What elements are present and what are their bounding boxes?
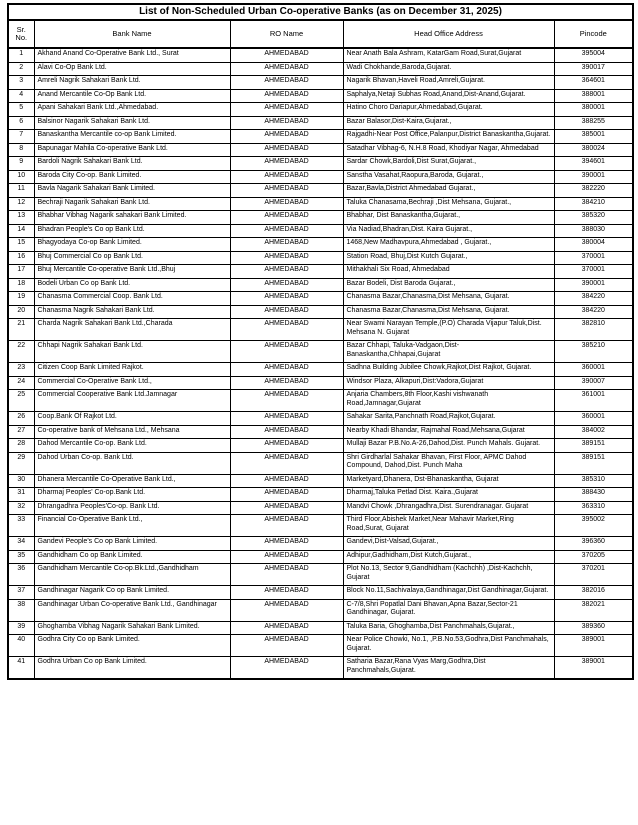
bank-name-cell: Bechraji Nagarik Sahakari Bank Ltd.: [34, 197, 230, 211]
ro-name-cell: AHMEDABAD: [230, 103, 343, 117]
sr-no-cell: 32: [8, 501, 34, 515]
sr-no-cell: 1: [8, 48, 34, 62]
sr-no-cell: 15: [8, 238, 34, 252]
ro-name-cell: AHMEDABAD: [230, 211, 343, 225]
pincode-cell: 385310: [554, 474, 633, 488]
pincode-cell: 360001: [554, 412, 633, 426]
bank-name-cell: Coop.Bank Of Rajkot Ltd.: [34, 412, 230, 426]
bank-name-cell: Charda Nagrik Sahakari Bank Ltd.,Charada: [34, 319, 230, 341]
table-row: [8, 265, 633, 279]
bank-name-cell: Bhuj Mercantile Co-operative Bank Ltd.,Bhuj: [34, 265, 230, 279]
bank-name-cell: Bapunagar Mahila Co-operative Bank Ltd.: [34, 143, 230, 157]
head-office-address-cell: Chanasma Bazar,Chanasma,Dist Mehsana, Gujarat.: [343, 292, 554, 306]
bank-name-cell: Apani Sahakari Bank Ltd.,Ahmedabad.: [34, 103, 230, 117]
ro-name-cell: AHMEDABAD: [230, 184, 343, 198]
sr-no-cell: 33: [8, 515, 34, 537]
pincode-cell: 384002: [554, 425, 633, 439]
head-office-address-cell: Bazar,Bavla,District Ahmedabad Gujarat.,: [343, 184, 554, 198]
sr-no-cell: 10: [8, 170, 34, 184]
head-office-address-cell: 1468,New Madhavpura,Ahmedabad , Gujarat.,: [343, 238, 554, 252]
ro-name-cell: AHMEDABAD: [230, 488, 343, 502]
table-row: [8, 599, 633, 621]
sr-no-cell: 12: [8, 197, 34, 211]
ro-name-cell: AHMEDABAD: [230, 537, 343, 551]
ro-name-cell: AHMEDABAD: [230, 515, 343, 537]
table-row: [8, 425, 633, 439]
pincode-cell: 370205: [554, 550, 633, 564]
ro-name-cell: AHMEDABAD: [230, 376, 343, 390]
bank-list-table: [7, 3, 634, 680]
bank-name-cell: Bhabhar Vibhag Nagarik sahakari Bank Limited.: [34, 211, 230, 225]
ro-name-cell: AHMEDABAD: [230, 363, 343, 377]
bank-name-cell: Financial Co-Operative Bank Ltd.,: [34, 515, 230, 537]
ro-name-cell: AHMEDABAD: [230, 390, 343, 412]
head-office-address-cell: Dharmaj,Taluka Petlad Dist. Kaira.,Gujarat: [343, 488, 554, 502]
table-row: [8, 292, 633, 306]
table-row: [8, 224, 633, 238]
pincode-cell: 382220: [554, 184, 633, 198]
column-header-sr-no: Sr. No.: [8, 20, 34, 48]
pincode-cell: 389151: [554, 452, 633, 474]
pincode-cell: 395002: [554, 515, 633, 537]
table-row: [8, 363, 633, 377]
sr-no-cell: 11: [8, 184, 34, 198]
pincode-cell: 394601: [554, 157, 633, 171]
sr-no-cell: 9: [8, 157, 34, 171]
ro-name-cell: AHMEDABAD: [230, 501, 343, 515]
sr-no-cell: 20: [8, 305, 34, 319]
sr-no-cell: 13: [8, 211, 34, 225]
pincode-cell: 385210: [554, 341, 633, 363]
table-row: [8, 157, 633, 171]
ro-name-cell: AHMEDABAD: [230, 62, 343, 76]
table-row: [8, 170, 633, 184]
ro-name-cell: AHMEDABAD: [230, 224, 343, 238]
head-office-address-cell: Sanstha Vasahat,Raopura,Baroda, Gujarat.,: [343, 170, 554, 184]
sr-no-cell: 39: [8, 621, 34, 635]
bank-name-cell: Banaskantha Mercantile co-op Bank Limited.: [34, 130, 230, 144]
ro-name-cell: AHMEDABAD: [230, 635, 343, 657]
head-office-address-cell: Mullaji Bazar P.B.No.A-26,Dahod,Dist. Punch Mahals. Gujarat.: [343, 439, 554, 453]
pincode-cell: 388430: [554, 488, 633, 502]
sr-no-cell: 35: [8, 550, 34, 564]
sr-no-cell: 38: [8, 599, 34, 621]
ro-name-cell: AHMEDABAD: [230, 341, 343, 363]
bank-name-cell: Ghoghamba Vibhag Nagarik Sahakari Bank Limited.: [34, 621, 230, 635]
sr-no-cell: 22: [8, 341, 34, 363]
pincode-cell: 384210: [554, 197, 633, 211]
sr-no-cell: 17: [8, 265, 34, 279]
title-row: [8, 4, 633, 20]
ro-name-cell: AHMEDABAD: [230, 586, 343, 600]
ro-name-cell: AHMEDABAD: [230, 412, 343, 426]
head-office-address-cell: Bazar Bodeli, Dist Baroda Gujarat.,: [343, 278, 554, 292]
ro-name-cell: AHMEDABAD: [230, 170, 343, 184]
bank-name-cell: Gandhinagar Nagarik Co op Bank Limited.: [34, 586, 230, 600]
pincode-cell: 384220: [554, 292, 633, 306]
bank-name-cell: Dahod Mercantile Co-op. Bank Ltd.: [34, 439, 230, 453]
bank-name-cell: Chanasma Commercial Coop. Bank Ltd.: [34, 292, 230, 306]
bank-name-cell: Commercial Cooperative Bank Ltd.Jamnagar: [34, 390, 230, 412]
table-row: [8, 390, 633, 412]
column-header-head-office-address: Head Office Address: [343, 20, 554, 48]
column-header-ro-name: RO Name: [230, 20, 343, 48]
pincode-cell: 389151: [554, 439, 633, 453]
sr-no-cell: 14: [8, 224, 34, 238]
ro-name-cell: AHMEDABAD: [230, 599, 343, 621]
ro-name-cell: AHMEDABAD: [230, 116, 343, 130]
bank-name-cell: Balsinor Nagarik Sahakari Bank Ltd.: [34, 116, 230, 130]
bank-name-cell: Co-operative bank of Mehsana Ltd., Mehsana: [34, 425, 230, 439]
bank-name-cell: Dhanera Mercantile Co-Operative Bank Ltd.,: [34, 474, 230, 488]
head-office-address-cell: Taluka Chanasama,Bechraji ,Dist Mehsana, Gujarat.,: [343, 197, 554, 211]
ro-name-cell: AHMEDABAD: [230, 238, 343, 252]
bank-name-cell: Dahod Urban Co-op. Bank Ltd.: [34, 452, 230, 474]
ro-name-cell: AHMEDABAD: [230, 564, 343, 586]
column-header-bank-name: Bank Name: [34, 20, 230, 48]
bank-name-cell: Bhadran People's Co op Bank Ltd.: [34, 224, 230, 238]
table-row: [8, 103, 633, 117]
table-row: [8, 657, 633, 680]
ro-name-cell: AHMEDABAD: [230, 76, 343, 90]
table-row: [8, 515, 633, 537]
bank-name-cell: Akhand Anand Co-Operative Bank Ltd., Surat: [34, 48, 230, 62]
table-row: [8, 621, 633, 635]
pincode-cell: 390001: [554, 170, 633, 184]
head-office-address-cell: Chanasma Bazar,Chanasma,Dist Mehsana, Gujarat.: [343, 305, 554, 319]
head-office-address-cell: Bhabhar, Dist Banaskantha,Gujarat.,: [343, 211, 554, 225]
sr-no-cell: 36: [8, 564, 34, 586]
sr-no-cell: 28: [8, 439, 34, 453]
bank-name-cell: Bhagyodaya Co-op Bank Limited.: [34, 238, 230, 252]
bank-name-cell: Bardoli Nagrik Sahakari Bank Ltd.: [34, 157, 230, 171]
table-row: [8, 537, 633, 551]
ro-name-cell: AHMEDABAD: [230, 143, 343, 157]
page-title: List of Non-Scheduled Urban Co-operative Banks (as on December 31, 2025): [8, 4, 633, 20]
table-row: [8, 116, 633, 130]
header-row: [8, 20, 633, 48]
table-row: [8, 319, 633, 341]
bank-name-cell: Gandevi People's Co op Bank Limited.: [34, 537, 230, 551]
pincode-cell: 360001: [554, 363, 633, 377]
sr-no-cell: 34: [8, 537, 34, 551]
table-row: [8, 474, 633, 488]
head-office-address-cell: Satadhar Vibhag-6, N.H.8 Road, Khodiyar Nagar, Ahmedabad: [343, 143, 554, 157]
head-office-address-cell: Sahakar Sarita,Panchnath Road,Rajkot,Gujarat.: [343, 412, 554, 426]
table-row: [8, 62, 633, 76]
sr-no-cell: 41: [8, 657, 34, 680]
sr-no-cell: 2: [8, 62, 34, 76]
head-office-address-cell: Third Floor,Abishek Market,Near Mahavir Market,Ring Road,Surat, Gujarat: [343, 515, 554, 537]
pincode-cell: 382016: [554, 586, 633, 600]
bank-name-cell: Citizen Coop Bank Limited Rajkot.: [34, 363, 230, 377]
table-row: [8, 564, 633, 586]
pincode-cell: 388030: [554, 224, 633, 238]
head-office-address-cell: Saphalya,Netaji Subhas Road,Anand,Dist-Anand,Gujarat.: [343, 89, 554, 103]
head-office-address-cell: Windsor Plaza, Alkapuri,Dist:Vadora,Gujarat: [343, 376, 554, 390]
pincode-cell: 384220: [554, 305, 633, 319]
head-office-address-cell: Sadhna Building Jubilee Chowk,Rajkot,Dist Rajkot, Gujarat.: [343, 363, 554, 377]
pincode-cell: 385001: [554, 130, 633, 144]
sr-no-cell: 26: [8, 412, 34, 426]
table-row: [8, 211, 633, 225]
table-row: [8, 143, 633, 157]
table-row: [8, 488, 633, 502]
head-office-address-cell: C-7/8,Shri Popatlal Dani Bhavan,Apna Bazar,Sector-21 Gandhinagar, Gujarat.: [343, 599, 554, 621]
bank-name-cell: Chanasma Nagrik Sahakari Bank Ltd.: [34, 305, 230, 319]
table-row: [8, 76, 633, 90]
head-office-address-cell: Rajgadhi-Near Post Office,Palanpur,District Banaskantha,Gujarat.: [343, 130, 554, 144]
head-office-address-cell: Near Anath Bala Ashram, KatarGam Road,Surat,Gujarat: [343, 48, 554, 62]
bank-table-body: [8, 48, 633, 679]
sr-no-cell: 24: [8, 376, 34, 390]
ro-name-cell: AHMEDABAD: [230, 278, 343, 292]
sr-no-cell: 16: [8, 251, 34, 265]
head-office-address-cell: Anjaria Chambers,8th Floor,Kashi vishwanath Road,Jamnagar,Gujarat: [343, 390, 554, 412]
pincode-cell: 388001: [554, 89, 633, 103]
table-row: [8, 341, 633, 363]
ro-name-cell: AHMEDABAD: [230, 251, 343, 265]
bank-name-cell: Amreli Nagrik Sahakari Bank Ltd.: [34, 76, 230, 90]
table-row: [8, 130, 633, 144]
head-office-address-cell: Mandvi Chowk ,Dhrangadhra,Dist. Surendranagar. Gujarat: [343, 501, 554, 515]
table-row: [8, 197, 633, 211]
table-row: [8, 635, 633, 657]
pincode-cell: 390007: [554, 376, 633, 390]
sr-no-cell: 18: [8, 278, 34, 292]
pincode-cell: 389001: [554, 635, 633, 657]
ro-name-cell: AHMEDABAD: [230, 474, 343, 488]
head-office-address-cell: Station Road, Bhuj,Dist Kutch Gujarat.,: [343, 251, 554, 265]
bank-name-cell: Godhra City Co op Bank Limited.: [34, 635, 230, 657]
table-row: [8, 550, 633, 564]
pincode-cell: 361001: [554, 390, 633, 412]
head-office-address-cell: Near Swami Narayan Temple,(P.O) Charada Vijapur Taluk,Dist. Mehsana N. Gujarat: [343, 319, 554, 341]
head-office-address-cell: Hatino Choro Dariapur,Ahmedabad,Gujarat.: [343, 103, 554, 117]
table-row: [8, 452, 633, 474]
bank-name-cell: Baroda City Co-op. Bank Limited.: [34, 170, 230, 184]
pincode-cell: 370001: [554, 265, 633, 279]
sr-no-cell: 30: [8, 474, 34, 488]
table-row: [8, 501, 633, 515]
head-office-address-cell: Plot No.13, Sector 9,Gandhidham (Kachchh) ,Dist-Kachchh, Gujarat: [343, 564, 554, 586]
bank-name-cell: Gandhidham Co op Bank Limited.: [34, 550, 230, 564]
pincode-cell: 364601: [554, 76, 633, 90]
sr-no-cell: 25: [8, 390, 34, 412]
ro-name-cell: AHMEDABAD: [230, 439, 343, 453]
bank-name-cell: Gandhidham Mercantile Co-op.Bk.Ltd.,Gandhidham: [34, 564, 230, 586]
ro-name-cell: AHMEDABAD: [230, 550, 343, 564]
ro-name-cell: AHMEDABAD: [230, 657, 343, 680]
sr-no-cell: 21: [8, 319, 34, 341]
ro-name-cell: AHMEDABAD: [230, 621, 343, 635]
pincode-cell: 380001: [554, 103, 633, 117]
pincode-cell: 388255: [554, 116, 633, 130]
table-row: [8, 89, 633, 103]
head-office-address-cell: Nearby Khadi Bhandar, Rajmahal Road,Mehsana,Gujarat: [343, 425, 554, 439]
bank-name-cell: Bodeli Urban Co op Bank Ltd.: [34, 278, 230, 292]
table-row: [8, 412, 633, 426]
pincode-cell: 380004: [554, 238, 633, 252]
table-row: [8, 238, 633, 252]
ro-name-cell: AHMEDABAD: [230, 89, 343, 103]
table-row: [8, 251, 633, 265]
sr-no-cell: 27: [8, 425, 34, 439]
ro-name-cell: AHMEDABAD: [230, 197, 343, 211]
pincode-cell: 396360: [554, 537, 633, 551]
table-row: [8, 376, 633, 390]
head-office-address-cell: Near Police Chowki, No.1, ,P.B.No.53,Godhra,Dist Panchmahals, Gujarat.: [343, 635, 554, 657]
head-office-address-cell: Bazar Balasor,Dist-Kaira,Gujarat.,: [343, 116, 554, 130]
ro-name-cell: AHMEDABAD: [230, 130, 343, 144]
sr-no-cell: 7: [8, 130, 34, 144]
ro-name-cell: AHMEDABAD: [230, 452, 343, 474]
ro-name-cell: AHMEDABAD: [230, 305, 343, 319]
sr-no-cell: 3: [8, 76, 34, 90]
head-office-address-cell: Block No.11,Sachivalaya,Gandhinagar,Dist Gandhinagar,Gujarat.: [343, 586, 554, 600]
ro-name-cell: AHMEDABAD: [230, 48, 343, 62]
pincode-cell: 389360: [554, 621, 633, 635]
head-office-address-cell: Wadi Chokhande,Baroda,Gujarat.: [343, 62, 554, 76]
pincode-cell: 382021: [554, 599, 633, 621]
sr-no-cell: 31: [8, 488, 34, 502]
sr-no-cell: 6: [8, 116, 34, 130]
head-office-address-cell: Shri Girdharlal Sahakar Bhavan, First Floor, APMC Dahod Compound, Dahod,Dist. Punch Maha: [343, 452, 554, 474]
pincode-cell: 389001: [554, 657, 633, 680]
table-row: [8, 48, 633, 62]
sr-no-cell: 23: [8, 363, 34, 377]
bank-name-cell: Bhuj Commercial Co op Bank Ltd.: [34, 251, 230, 265]
bank-name-cell: Dhrangadhra Peoples'Co-op. Bank Ltd.: [34, 501, 230, 515]
ro-name-cell: AHMEDABAD: [230, 157, 343, 171]
pincode-cell: 370001: [554, 251, 633, 265]
ro-name-cell: AHMEDABAD: [230, 425, 343, 439]
head-office-address-cell: Bazar Chhapi, Taluka-Vadgaon,Dist-Banaskantha,Chhapai,Gujarat: [343, 341, 554, 363]
sr-no-cell: 4: [8, 89, 34, 103]
sr-no-cell: 19: [8, 292, 34, 306]
ro-name-cell: AHMEDABAD: [230, 319, 343, 341]
table-row: [8, 278, 633, 292]
sr-no-cell: 5: [8, 103, 34, 117]
pincode-cell: 380024: [554, 143, 633, 157]
head-office-address-cell: Satharia Bazar,Rana Vyas Marg,Godhra,Dist Panchmahals,Gujarat.: [343, 657, 554, 680]
sr-no-cell: 8: [8, 143, 34, 157]
head-office-address-cell: Via Nadiad,Bhadran,Dist. Kaira Gujarat.,: [343, 224, 554, 238]
sr-no-cell: 29: [8, 452, 34, 474]
bank-name-cell: Anand Mercantile Co-Op Bank Ltd.: [34, 89, 230, 103]
bank-name-cell: Commercial Co-Operative Bank Ltd.,: [34, 376, 230, 390]
pincode-cell: 390017: [554, 62, 633, 76]
table-head: [8, 4, 633, 48]
sr-no-cell: 37: [8, 586, 34, 600]
pincode-cell: 390001: [554, 278, 633, 292]
bank-name-cell: Bavla Nagarik Sahakari Bank Limited.: [34, 184, 230, 198]
sr-no-cell: 40: [8, 635, 34, 657]
table-row: [8, 305, 633, 319]
pincode-cell: 363310: [554, 501, 633, 515]
head-office-address-cell: Taluka Baria, Ghoghamba,Dist Panchmahals,Gujarat.,: [343, 621, 554, 635]
bank-name-cell: Gandhinagar Urban Co-operative Bank Ltd., Gandhinagar: [34, 599, 230, 621]
head-office-address-cell: Gandevi,Dist-Valsad,Gujarat.,: [343, 537, 554, 551]
head-office-address-cell: Marketyard,Dhanera, Dst-Bhanaskantha, Gujarat: [343, 474, 554, 488]
head-office-address-cell: Nagarik Bhavan,Haveli Road,Amreli,Gujarat.: [343, 76, 554, 90]
table-row: [8, 439, 633, 453]
pincode-cell: 385320: [554, 211, 633, 225]
bank-name-cell: Alavi Co-Op Bank Ltd.: [34, 62, 230, 76]
pincode-cell: 395004: [554, 48, 633, 62]
table-row: [8, 184, 633, 198]
pincode-cell: 382810: [554, 319, 633, 341]
ro-name-cell: AHMEDABAD: [230, 292, 343, 306]
head-office-address-cell: Mithakhali Six Road, Ahmedabad: [343, 265, 554, 279]
ro-name-cell: AHMEDABAD: [230, 265, 343, 279]
head-office-address-cell: Adhipur,Gadhidham,Dist Kutch,Gujarat.,: [343, 550, 554, 564]
pincode-cell: 370201: [554, 564, 633, 586]
bank-name-cell: Dharmaj Peoples' Co-op.Bank Ltd.: [34, 488, 230, 502]
column-header-pincode: Pincode: [554, 20, 633, 48]
table-row: [8, 586, 633, 600]
bank-name-cell: Godhra Urban Co op Bank Limited.: [34, 657, 230, 680]
bank-name-cell: Chhapi Nagrik Sahakari Bank Ltd.: [34, 341, 230, 363]
head-office-address-cell: Sardar Chowk,Bardoli,Dist Surat,Gujarat.,: [343, 157, 554, 171]
